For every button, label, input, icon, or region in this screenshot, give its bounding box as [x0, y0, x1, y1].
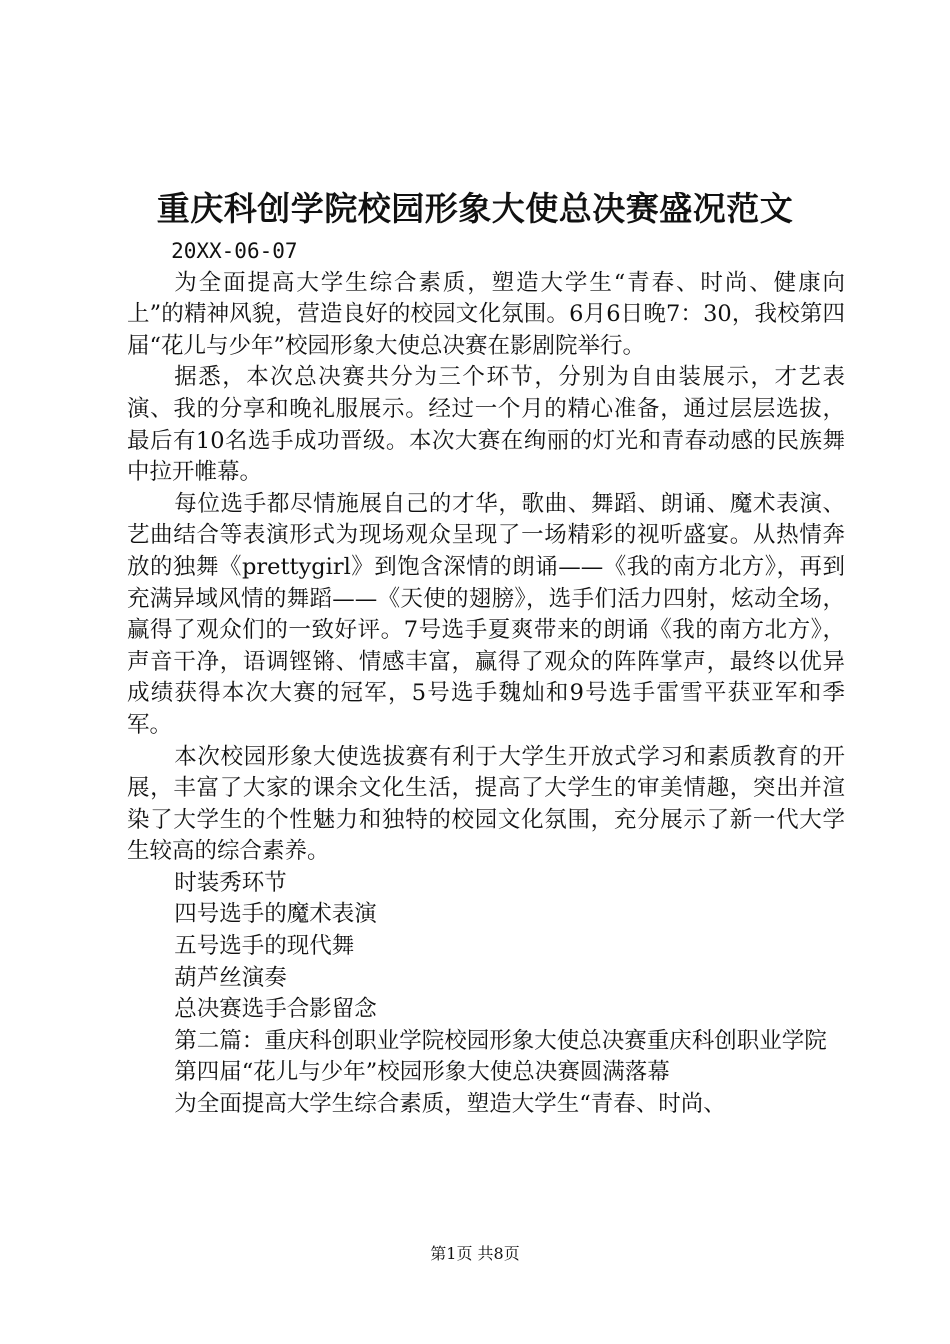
caption-modern-dance: 五号选手的现代舞 — [174, 933, 355, 960]
page-footer: 第1页 共8页 — [430, 1244, 520, 1263]
caption-fashion-show: 时装秀环节 — [174, 869, 287, 896]
subheading-fourth-session: 第四届“花儿与少年”校园形象大使总决赛圆满落幕 — [174, 1059, 670, 1086]
paragraph-intro: 为全面提高大学生综合素质，塑造大学生“青春、时尚、健康向上”的精神风貌，营造良好的校园文化氛围。6月6日晚7：30，我校第四届“花儿与少年”校园形象大使总决赛在影剧院举行。 — [127, 269, 845, 359]
paragraph-second-intro: 为全面提高大学生综合素质，塑造大学生“青春、时尚、 — [174, 1091, 726, 1118]
paragraph-segments: 据悉，本次总决赛共分为三个环节，分别为自由装展示，才艺表演、我的分享和晚礼服展示。经过一个月的精心准备，通过层层选拔，最后有10名选手成功晋级。本次大赛在绚丽的灯光和青春动感的民族舞中拉开帷幕。 — [127, 364, 845, 486]
document-date: 20XX-06-07 — [171, 239, 298, 263]
caption-magic-show: 四号选手的魔术表演 — [174, 901, 377, 928]
caption-hulusi: 葫芦丝演奏 — [174, 964, 287, 991]
document-title: 重庆科创学院校园形象大使总决赛盛况范文 — [156, 189, 794, 228]
section-heading-second: 第二篇：重庆科创职业学院校园形象大使总决赛重庆科创职业学院 — [174, 1027, 827, 1054]
paragraph-significance: 本次校园形象大使选拔赛有利于大学生开放式学习和素质教育的开展，丰富了大家的课余文化生活，提高了大学生的审美情趣，突出并渲染了大学生的个性魅力和独特的校园文化氛围，充分展示了新一代大学生较高的综合素养。 — [127, 743, 845, 865]
paragraph-performances: 每位选手都尽情施展自己的才华，歌曲、舞蹈、朗诵、魔术表演、艺曲结合等表演形式为现场观众呈现了一场精彩的视听盛宴。从热情奔放的独舞《prettygirl》到饱含深情的朗诵——《我的南方北方》，再到充满异域风情的舞蹈——《天使的翅膀》，选手们活力四射，炫动全场，赢得了观众们的一致好评。7号选手夏爽带来的朗诵《我的南方北方》，声音干净，语调铿锵、情感丰富，赢得了观众的阵阵掌声，最终以优异成绩获得本次大赛的冠军，5号选手魏灿和9号选手雷雪平获亚军和季军。 — [127, 490, 845, 738]
document-body — [127, 236, 845, 1121]
caption-group-photo: 总决赛选手合影留念 — [174, 996, 377, 1023]
